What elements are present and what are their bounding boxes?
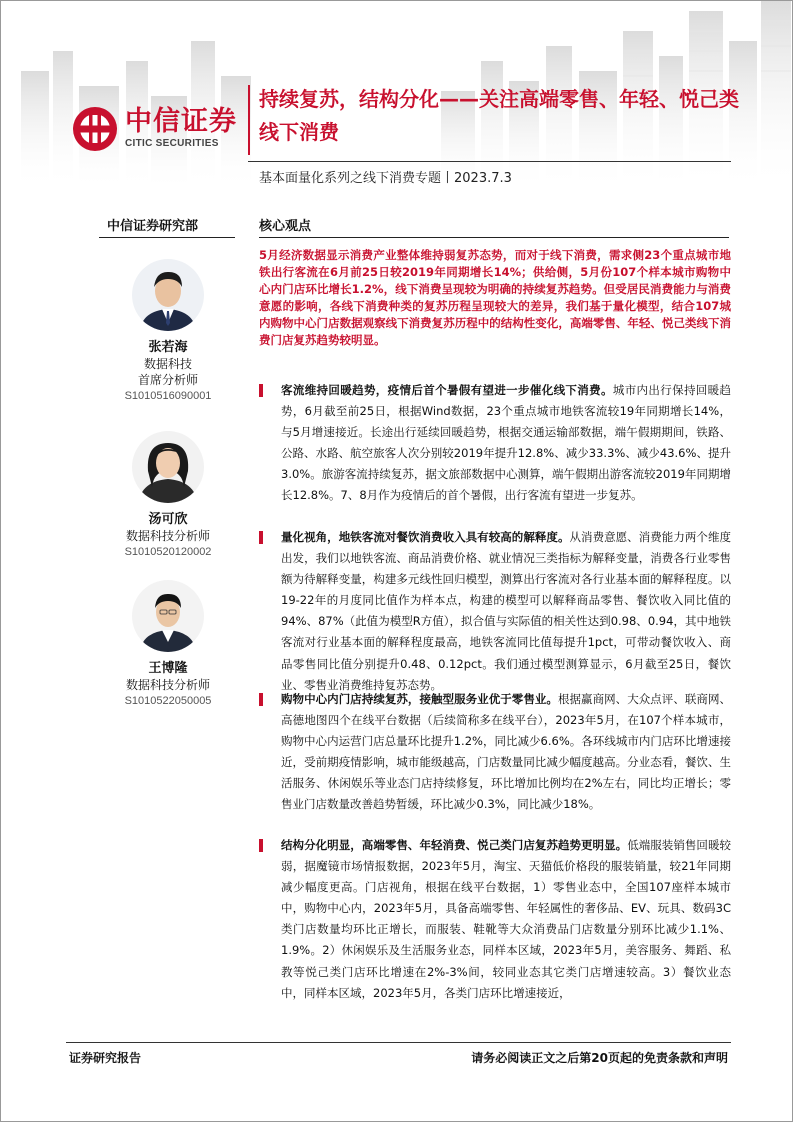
analyst-name: 张若海 xyxy=(148,340,188,355)
core-point-lead: 量化视角，地铁客流对餐饮消费收入具有较高的解释度。 xyxy=(281,530,570,544)
avatar xyxy=(132,431,204,503)
analyst-card xyxy=(101,259,235,404)
footer-divider xyxy=(66,1042,731,1043)
core-point-text: 城市内出行保持回暖趋势，6月截至前25日，根据Wind数据，23个重点城市地铁客流较19年同期增长14%，与5月增速接近。长途出行延续回暖趋势，根据交通运输部数据，端午假期期间，铁路、公路、水路、航空旅客人次分别较2019年提升12.8%、减少33.3%、减少43.6%、提升3.0%。旅游客流持续复苏，据文旅部数据中心测算，端午假期出游客流较2019年同期增长12.8%。7、8月作为疫情后的首个暑假，出行客流有望进一步复苏。 xyxy=(281,383,732,503)
footer-report-type: 证券研究报告 xyxy=(69,1051,142,1065)
core-point-text: 根据赢商网、大众点评、联商网、高德地图四个在线平台数据（后续简称多在线平台），2023年5月，在107个样本城市，购物中心内运营门店总量环比提升1.2%，同比减少6.6%。各环线城市内门店环比增速接近，受前期疫情影响，城市能级越高，门店数量同比减少幅度越高。分业态看，餐饮、生活服务、休闲娱乐等业态门店持续修复，环比增加比例均在2%左右，同比均正增长；零售业门店数量改善趋势暂缓，环比减少0.3%，同比减少18%。 xyxy=(281,692,732,812)
analyst-role: 数据科技分析师 xyxy=(125,678,210,692)
analyst-card xyxy=(101,580,235,709)
core-point-lead: 客流维持回暖趋势，疫情后首个暑假有望进一步催化线下消费。 xyxy=(281,383,613,397)
analyst-card xyxy=(101,431,235,560)
analyst-role: 首席分析师 xyxy=(137,373,198,387)
core-point-lead: 购物中心内门店持续复苏，接触型服务业优于零售业。 xyxy=(281,692,558,706)
footer-disclaimer: 请务必阅读正文之后第20页起的免责条款和声明 xyxy=(471,1051,728,1065)
title-accent-bar xyxy=(248,85,250,155)
citic-logo-icon xyxy=(71,105,119,153)
avatar xyxy=(132,580,204,652)
analyst-license-id: S1010520120002 xyxy=(124,546,212,558)
core-point xyxy=(259,527,731,696)
analyst-name: 王博隆 xyxy=(148,661,188,676)
core-point-text: 从消费意愿、消费能力两个维度出发，我们以地铁客流、商品消费价格、就业情况三类指标为解释变量，消费各行业零售额为待解释变量，构建多元线性回归模型，测算出行客流对各行业基本面的解释程度。以19-22年的月度同比值作为样本点，构建的模型可以解释商品零售、餐饮收入同比值的94%、87%（此值为模型R方值），拟合值与实际值的相关性达到0.98、0.94，其中地铁客流对行业基本面的解释程度最高，地铁客流同比值每提升1pct，可带动餐饮收入、商品零售同比值分别提升0.48、0.12pct。我们通过模型测算显示，6月截至25日，餐饮业、零售业消费维持复苏态势。 xyxy=(281,530,731,692)
analyst-license-id: S1010516090001 xyxy=(124,390,212,402)
core-point-lead: 结构分化明显，高端零售、年轻消费、悦己类门店复苏趋势更明显。 xyxy=(281,838,628,852)
title-divider xyxy=(248,161,731,162)
avatar xyxy=(132,259,204,331)
core-point xyxy=(259,835,731,1004)
report-subtitle: 基本面量化系列之线下消费专题丨2023.7.3 xyxy=(259,171,512,186)
core-summary: 5月经济数据显示消费产业整体维持弱复苏态势，而对于线下消费，需求侧23个重点城市地铁出行客流在6月前25日较2019年同期增长14%；供给侧，5月份107个样本城市购物中心内门店环比增长1.2%，线下消费呈现较为明确的持续复苏趋势。但受居民消费能力与消费意愿的影响，各线下消费种类的复苏历程呈现较大的差异，我们基于量化模型，结合107城内购物中心门店数据观察线下消费复苏历程中的结构性变化，高端零售、年轻、悦己类线下消费门店复苏趋势较明显。 xyxy=(259,248,731,347)
brand-name-cn: 中信证券 xyxy=(125,106,237,137)
report-title: 持续复苏，结构分化——关注高端零售、年轻、悦己类线下消费 xyxy=(259,87,739,144)
analyst-name: 汤可欣 xyxy=(148,512,188,527)
analyst-license-id: S1010522050005 xyxy=(124,695,212,707)
core-point-text: 低端服装销售回暖较弱，据魔镜市场情报数据，2023年5月，淘宝、天猫低价格段的服装销量，较21年同期减少幅度更高。门店视角，根据在线平台数据，1）零售业态中，全国107座样本城市中，购物中心内，2023年5月，具备高端零售、年轻属性的奢侈品、EV、玩具、数码3C类门店数量均环比正增长，而服装、鞋靴等大众消费品门店数量分别环比减少1.1%、1.9%。2）休闲娱乐及生活服务业态，同样本区域，2023年5月，美容服务、舞蹈、私教等悦己类门店环比增速在2%-3%间，较同业态其它类门店增速较高。3）餐饮业态中，同样本区域，2023年5月，各类门店环比增速接近， xyxy=(281,838,732,1000)
analyst-dept: 数据科技 xyxy=(143,357,192,371)
department-heading: 中信证券研究部 xyxy=(99,215,235,238)
brand-name-en: CITIC SECURITIES xyxy=(125,138,219,149)
core-point xyxy=(259,689,731,816)
core-views-heading: 核心观点 xyxy=(259,215,729,238)
core-point xyxy=(259,380,731,507)
analyst-role: 数据科技分析师 xyxy=(125,529,210,543)
citic-logo xyxy=(71,105,237,153)
